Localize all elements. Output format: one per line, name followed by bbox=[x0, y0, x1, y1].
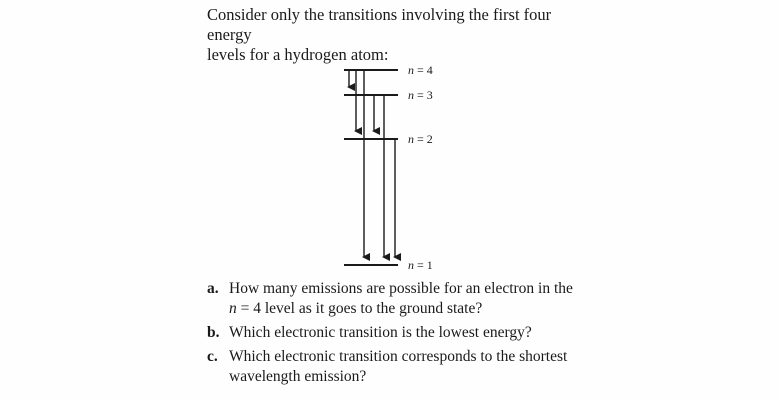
energy-level-label-n4: n = 4 bbox=[408, 63, 433, 77]
energy-level-diagram bbox=[330, 52, 450, 274]
energy-level-label-n1: n = 1 bbox=[408, 258, 433, 272]
question-c bbox=[207, 347, 577, 387]
question-a-line-2-text: = 4 level as it goes to the ground state? bbox=[236, 300, 483, 317]
energy-level-label-n2: n = 2 bbox=[408, 132, 433, 146]
question-c-line-2: wavelength emission? bbox=[229, 368, 367, 385]
intro-line-2: levels for a hydrogen atom: bbox=[207, 45, 389, 64]
question-c-line-1: Which electronic transition corresponds to the shortest bbox=[229, 348, 568, 365]
question-list bbox=[207, 279, 577, 391]
question-b bbox=[207, 323, 577, 343]
question-a-line-2 bbox=[229, 299, 577, 319]
question-a-line-1: How many emissions are possible for an electron in the bbox=[229, 280, 573, 297]
quantum-number-variable: n bbox=[229, 300, 237, 317]
intro-line-1: Consider only the transitions involving the first four energy bbox=[207, 5, 552, 44]
question-letter: a. bbox=[207, 280, 219, 297]
question-letter: c. bbox=[207, 348, 218, 365]
energy-level-label-n3: n = 3 bbox=[408, 88, 433, 102]
question-b-line-1: Which electronic transition is the lowest energy? bbox=[229, 324, 532, 341]
question-letter: b. bbox=[207, 324, 220, 341]
question-a bbox=[207, 279, 577, 319]
